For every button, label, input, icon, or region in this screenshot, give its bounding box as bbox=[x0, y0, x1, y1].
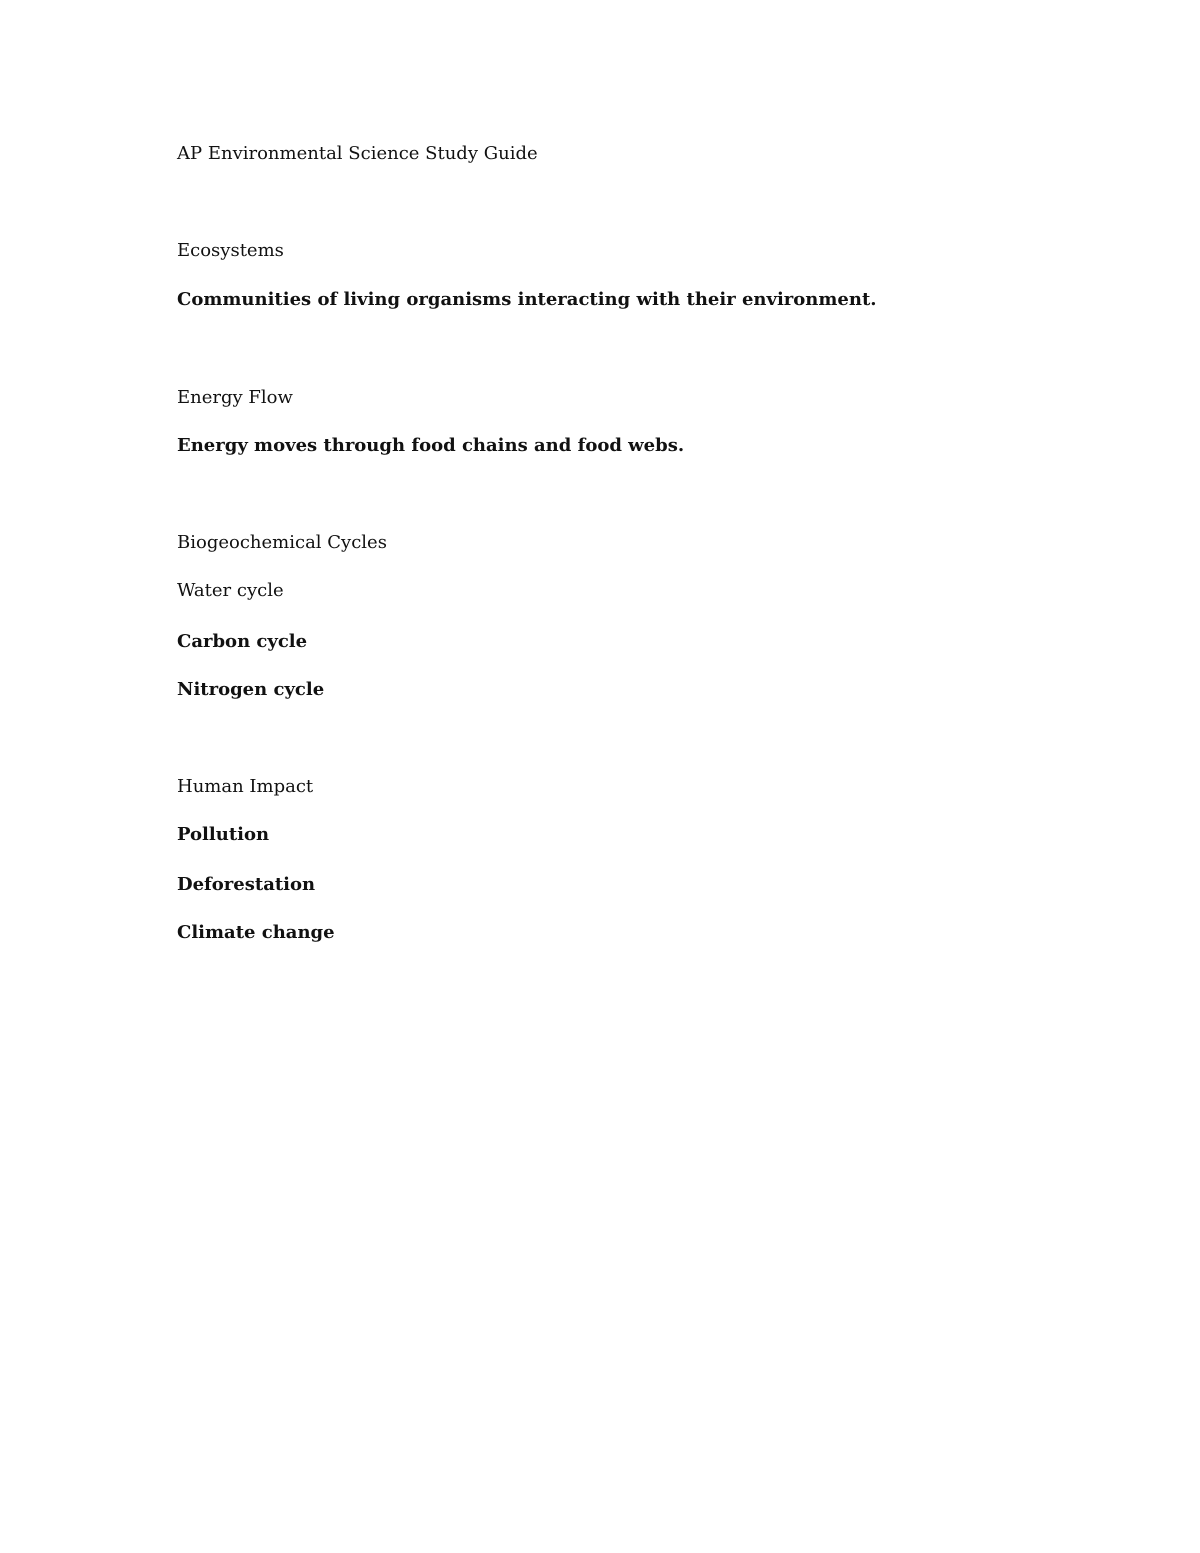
list-item-pollution: Pollution bbox=[177, 824, 270, 845]
section-text-ecosystems: Communities of living organisms interacting with their environment. bbox=[177, 289, 877, 310]
list-item-climate-change: Climate change bbox=[177, 922, 335, 943]
list-item-deforestation: Deforestation bbox=[177, 874, 316, 895]
list-item-water-cycle: Water cycle bbox=[177, 580, 284, 601]
list-item-nitrogen-cycle: Nitrogen cycle bbox=[177, 679, 325, 700]
list-item-carbon-cycle: Carbon cycle bbox=[177, 631, 308, 652]
document-title: AP Environmental Science Study Guide bbox=[177, 143, 538, 164]
section-heading-biogeochemical-cycles: Biogeochemical Cycles bbox=[177, 532, 387, 553]
section-heading-energy-flow: Energy Flow bbox=[177, 387, 293, 408]
section-text-energy-flow: Energy moves through food chains and food webs. bbox=[177, 435, 685, 456]
section-heading-human-impact: Human Impact bbox=[177, 776, 314, 797]
section-heading-ecosystems: Ecosystems bbox=[177, 240, 284, 261]
